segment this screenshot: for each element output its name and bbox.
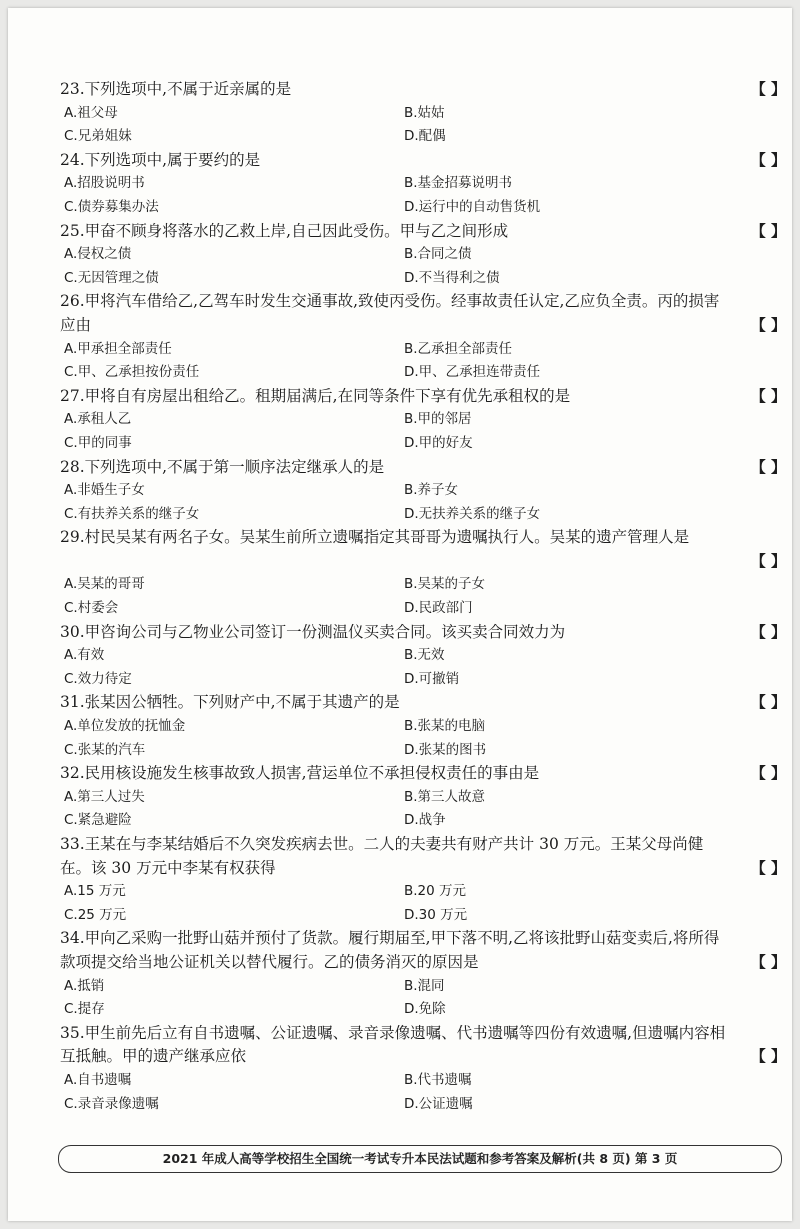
option-grid xyxy=(60,975,790,1022)
question-35 xyxy=(60,1022,790,1116)
question-34 xyxy=(60,927,790,1021)
option-c: C.债券募集办法 xyxy=(64,198,159,215)
question-25 xyxy=(60,220,790,291)
option-grid xyxy=(60,1069,790,1116)
question-27 xyxy=(60,385,790,456)
option-b: B.姑姑 xyxy=(404,104,445,121)
option-c: C.无因管理之债 xyxy=(64,269,159,286)
option-d: D.无扶养关系的继子女 xyxy=(404,505,541,522)
option-d: D.免除 xyxy=(404,1001,446,1018)
option-a: A.承租人乙 xyxy=(64,411,132,428)
question-stem xyxy=(60,220,790,244)
option-c: C.村委会 xyxy=(64,600,119,617)
exam-page xyxy=(8,8,792,1221)
option-b: B.甲的邻居 xyxy=(404,411,472,428)
option-grid xyxy=(60,408,790,455)
option-d: D.张某的图书 xyxy=(404,741,487,758)
question-31 xyxy=(60,691,790,762)
stem-text: 26.甲将汽车借给乙,乙驾车时发生交通事故,致使丙受伤。经事故责任认定,乙应负全责。丙的损害应由 xyxy=(60,292,720,334)
option-b: B.养子女 xyxy=(404,482,459,499)
option-b: B.合同之债 xyxy=(404,246,472,263)
question-stem xyxy=(60,78,790,102)
option-b: B.混同 xyxy=(404,977,445,994)
option-a: A.招股说明书 xyxy=(64,175,145,192)
option-b: B.无效 xyxy=(404,647,445,664)
stem-text: 28.下列选项中,不属于第一顺序法定继承人的是 xyxy=(60,457,385,476)
option-b: B.代书遗嘱 xyxy=(404,1071,472,1088)
option-d: D.民政部门 xyxy=(404,600,473,617)
option-a: A.吴某的哥哥 xyxy=(64,576,145,593)
option-a: A.有效 xyxy=(64,647,105,664)
question-stem xyxy=(60,1022,790,1069)
stem-text: 25.甲奋不顾身将落水的乙救上岸,自己因此受伤。甲与乙之间形成 xyxy=(60,221,509,240)
answer-bracket: 【 】 xyxy=(750,150,786,169)
option-d: D.战争 xyxy=(404,812,446,829)
option-d: D.运行中的自动售货机 xyxy=(404,198,541,215)
option-grid xyxy=(60,102,790,149)
answer-bracket: 【 】 xyxy=(750,457,786,476)
option-c: C.兄弟姐妹 xyxy=(64,128,132,145)
question-26 xyxy=(60,290,790,384)
option-a: A.自书遗嘱 xyxy=(64,1071,132,1088)
option-b: B.基金招募说明书 xyxy=(404,175,513,192)
answer-bracket: 【 】 xyxy=(750,386,786,405)
option-c: C.有扶养关系的继子女 xyxy=(64,505,200,522)
option-grid xyxy=(60,715,790,762)
option-grid xyxy=(60,479,790,526)
option-c: C.甲的同事 xyxy=(64,434,132,451)
question-stem xyxy=(60,456,790,480)
stem-text: 33.王某在与李某结婚后不久突发疾病去世。二人的夫妻共有财产共计 30 万元。王某父母尚健在。该 30 万元中李某有权获得 xyxy=(60,835,704,877)
question-stem xyxy=(60,290,790,337)
stem-text: 30.甲咨询公司与乙物业公司签订一份测温仪买卖合同。该买卖合同效力为 xyxy=(60,622,566,641)
answer-bracket: 【 】 xyxy=(750,551,786,570)
option-grid xyxy=(60,644,790,691)
option-d: D.30 万元 xyxy=(404,906,468,923)
stem-text: 23.下列选项中,不属于近亲属的是 xyxy=(60,80,292,98)
option-c: C.紧急避险 xyxy=(64,812,132,829)
option-grid xyxy=(60,573,790,620)
option-a: A.15 万元 xyxy=(64,883,126,900)
question-24 xyxy=(60,149,790,220)
question-stem xyxy=(60,927,790,974)
question-32 xyxy=(60,762,790,833)
option-a: A.第三人过失 xyxy=(64,788,145,805)
question-stem xyxy=(60,621,790,645)
option-grid xyxy=(60,338,790,385)
stem-text: 34.甲向乙采购一批野山菇并预付了货款。履行期届至,甲下落不明,乙将该批野山菇变卖后,将所得款项提交给当地公证机关以替代履行。乙的债务消灭的原因是 xyxy=(60,929,720,971)
option-grid xyxy=(60,880,790,927)
stem-text: 24.下列选项中,属于要约的是 xyxy=(60,150,261,169)
question-23 xyxy=(60,78,790,149)
answer-bracket: 【 】 xyxy=(750,80,786,98)
option-c: C.甲、乙承担按份责任 xyxy=(64,364,200,381)
answer-bracket: 【 】 xyxy=(750,693,786,712)
option-b: B.第三人故意 xyxy=(404,788,486,805)
question-stem xyxy=(60,149,790,173)
answer-bracket: 【 】 xyxy=(750,622,786,641)
answer-bracket: 【 】 xyxy=(750,952,786,971)
option-d: D.甲的好友 xyxy=(404,434,473,451)
stem-text: 29.村民吴某有两名子女。吴某生前所立遗嘱指定其哥哥为遗嘱执行人。吴某的遗产管理人是 xyxy=(60,528,690,547)
option-d: D.可撤销 xyxy=(404,670,460,687)
option-a: A.单位发放的抚恤金 xyxy=(64,718,186,735)
question-stem xyxy=(60,833,790,880)
option-c: C.提存 xyxy=(64,1001,105,1018)
option-a: A.侵权之债 xyxy=(64,246,132,263)
stem-text: 35.甲生前先后立有自书遗嘱、公证遗嘱、录音录像遗嘱、代书遗嘱等四份有效遗嘱,但遗嘱内容相互抵触。甲的遗产继承应依 xyxy=(60,1023,726,1066)
option-b: B.吴某的子女 xyxy=(404,576,486,593)
answer-bracket: 【 】 xyxy=(750,858,786,877)
answer-bracket: 【 】 xyxy=(750,764,786,783)
option-b: B.20 万元 xyxy=(404,883,467,900)
option-d: D.甲、乙承担连带责任 xyxy=(404,364,541,381)
option-a: A.甲承担全部责任 xyxy=(64,340,172,357)
stem-text: 31.张某因公牺牲。下列财产中,不属于其遗产的是 xyxy=(60,693,400,712)
answer-bracket: 【 】 xyxy=(750,315,786,334)
question-30 xyxy=(60,621,790,692)
option-a: A.祖父母 xyxy=(64,104,118,121)
question-stem xyxy=(60,691,790,715)
option-grid xyxy=(60,243,790,290)
answer-bracket: 【 】 xyxy=(750,221,786,240)
option-a: A.非婚生子女 xyxy=(64,482,145,499)
option-c: C.25 万元 xyxy=(64,906,127,923)
stem-text: 27.甲将自有房屋出租给乙。租期届满后,在同等条件下享有优先承租权的是 xyxy=(60,386,571,405)
footer-text: 2021 年成人高等学校招生全国统一考试专升本民法试题和参考答案及解析(共 8 页) 第 3 页 xyxy=(162,1151,678,1166)
question-29 xyxy=(60,526,790,620)
question-stem xyxy=(60,385,790,409)
option-grid xyxy=(60,172,790,219)
answer-bracket: 【 】 xyxy=(750,1047,786,1066)
option-b: B.张某的电脑 xyxy=(404,718,486,735)
option-c: C.效力待定 xyxy=(64,670,132,687)
option-d: D.配偶 xyxy=(404,128,446,145)
option-c: C.录音录像遗嘱 xyxy=(64,1095,159,1112)
question-28 xyxy=(60,456,790,527)
option-b: B.乙承担全部责任 xyxy=(404,340,513,357)
page-footer xyxy=(58,1145,782,1173)
option-grid xyxy=(60,786,790,833)
question-stem xyxy=(60,762,790,786)
question-stem xyxy=(60,526,790,573)
stem-text: 32.民用核设施发生核事故致人损害,营运单位不承担侵权责任的事由是 xyxy=(60,764,540,783)
option-c: C.张某的汽车 xyxy=(64,741,146,758)
option-d: D.公证遗嘱 xyxy=(404,1095,473,1112)
option-d: D.不当得利之债 xyxy=(404,269,500,286)
option-a: A.抵销 xyxy=(64,977,105,994)
question-list xyxy=(60,78,790,1116)
question-33 xyxy=(60,833,790,927)
